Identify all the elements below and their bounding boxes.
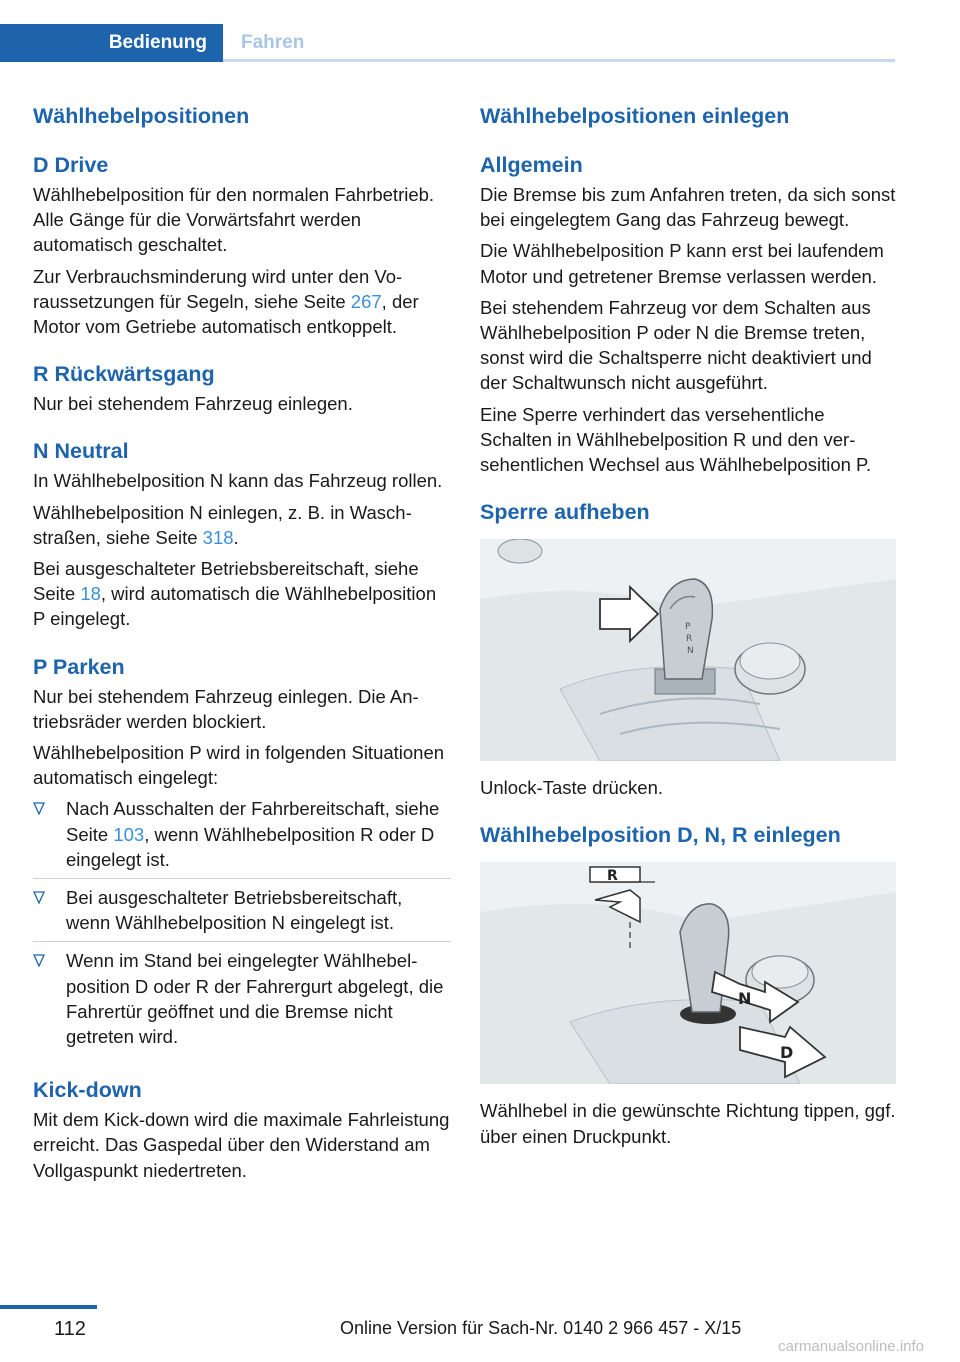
gear-selector-illustration [480, 539, 896, 761]
fig-label-r: R [607, 868, 618, 885]
heading-p-parken: P Parken [33, 654, 125, 679]
svg-text:N: N [687, 646, 694, 657]
figure-caption: Wählhebel in die gewünschte Richtung tippen, ggf. über einen Druckpunkt. [480, 1100, 896, 1147]
list-item: Nach Ausschalten der Fahrbereitschaft, siehe Seite 103, wenn Wählhebelposition R oder D eingelegt ist. [33, 796, 451, 879]
list-item: Wenn im Stand bei eingelegter Wählhebelposition D oder R der Fahrergurt abgelegt, die Fahrertür geöffnet und die Bremse nicht getreten wird. [33, 948, 451, 1055]
figure-select-direction [480, 862, 896, 1084]
triangle-bullet-icon [33, 954, 45, 967]
heading-d-drive: D Drive [33, 153, 109, 177]
paragraph: Die Bremse bis zum Anfahren treten, da sich sonst bei eingelegtem Gang das Fahrzeug bewegt. [480, 184, 896, 231]
svg-text:R: R [686, 634, 693, 645]
section-title-waehlhebelpositionen: Wählhebelpositionen [33, 104, 250, 128]
list-item: Bei ausgeschalteter Betriebsbereitschaft, wenn Wählhebelposition N eingelegt ist. [33, 885, 451, 942]
bullet-list [33, 796, 451, 1055]
gear-direction-illustration [480, 862, 896, 1084]
page-link[interactable]: 103 [113, 823, 145, 845]
paragraph: Wählhebelposition N einlegen, z. B. in Waschstraßen, siehe Seite 318. [33, 501, 412, 548]
section-title-einlegen: Wählhebelpositionen einlegen [480, 104, 790, 128]
tab-bedienung[interactable]: Bedienung [0, 24, 223, 62]
paragraph: Wählhebelposition für den normalen Fahrbetrieb. Alle Gänge für die Vorwärtsfahrt werden automatisch geschaltet. [33, 184, 435, 256]
heading-d-n-r-einlegen: Wählhebelposition D, N, R einlegen [480, 823, 841, 848]
paragraph: In Wählhebelposition N kann das Fahrzeug rollen. [33, 470, 443, 492]
paragraph: Die Wählhebelposition P kann erst bei laufendem Motor und getretener Bremse verlassen werden. [480, 240, 884, 287]
figure-unlock-button [480, 539, 896, 761]
footer-accent-bar [0, 1305, 97, 1309]
fig-label-d: D [780, 1043, 794, 1063]
left-column [33, 98, 451, 1189]
tab-fahren[interactable]: Fahren [241, 32, 305, 53]
page-number: 112 [54, 1318, 86, 1340]
svg-text:P: P [685, 622, 691, 633]
paragraph: Eine Sperre verhindert das versehentliche Schalten in Wählhebelposition R und den versehentlichen Wechsel aus Wählhebelposition P. [480, 403, 872, 476]
paragraph: Bei ausgeschalteter Betriebsbereitschaft, siehe Seite 18, wird automatisch die Wählhebelposition P eingelegt. [33, 558, 437, 630]
paragraph: Nur bei stehendem Fahrzeug einlegen. Die Antriebsräder werden blockiert. [33, 685, 419, 732]
paragraph: Bei stehendem Fahrzeug vor dem Schalten aus Wählhebelposition P oder N die Bremse treten, sonst wird die Schaltsperre nicht deaktiviert und der Schaltwunsch nicht ausgeführt. [480, 296, 872, 394]
page-link[interactable]: 267 [350, 290, 382, 312]
page-link[interactable]: 18 [80, 583, 101, 605]
paragraph: Mit dem Kick-down wird die maximale Fahrleistung erreicht. Das Gaspedal über den Widerstand am Vollgaspunkt niedertreten. [33, 1109, 450, 1181]
paragraph: Wählhebelposition P wird in folgenden Situationen automatisch eingelegt: [33, 742, 445, 789]
tab-underline [223, 59, 895, 62]
fig-label-n: N [738, 989, 752, 1009]
header-tabs [0, 24, 895, 62]
heading-r-rueckwaertsgang: R Rückwärtsgang [33, 362, 215, 387]
page-link[interactable]: 318 [202, 526, 234, 548]
triangle-bullet-icon [33, 802, 45, 815]
online-version-text: Online Version für Sach-Nr. 0140 2 966 457 - X/15 [340, 1318, 742, 1338]
heading-kick-down: Kick-down [33, 1078, 142, 1103]
heading-sperre-aufheben: Sperre aufheben [480, 500, 650, 525]
figure-caption: Unlock-Taste drücken. [480, 777, 664, 799]
right-column [480, 98, 896, 1155]
heading-allgemein: Allgemein [480, 153, 583, 177]
triangle-bullet-icon [33, 891, 45, 904]
paragraph: Nur bei stehendem Fahrzeug einlegen. [33, 393, 353, 415]
paragraph: Zur Verbrauchsminderung wird unter den Voraussetzungen für Segeln, siehe Seite 267, der Motor vom Getriebe automatisch entkoppelt. [33, 265, 419, 338]
heading-n-neutral: N Neutral [33, 439, 129, 464]
watermark: carmanualsonline.info [778, 1338, 924, 1355]
